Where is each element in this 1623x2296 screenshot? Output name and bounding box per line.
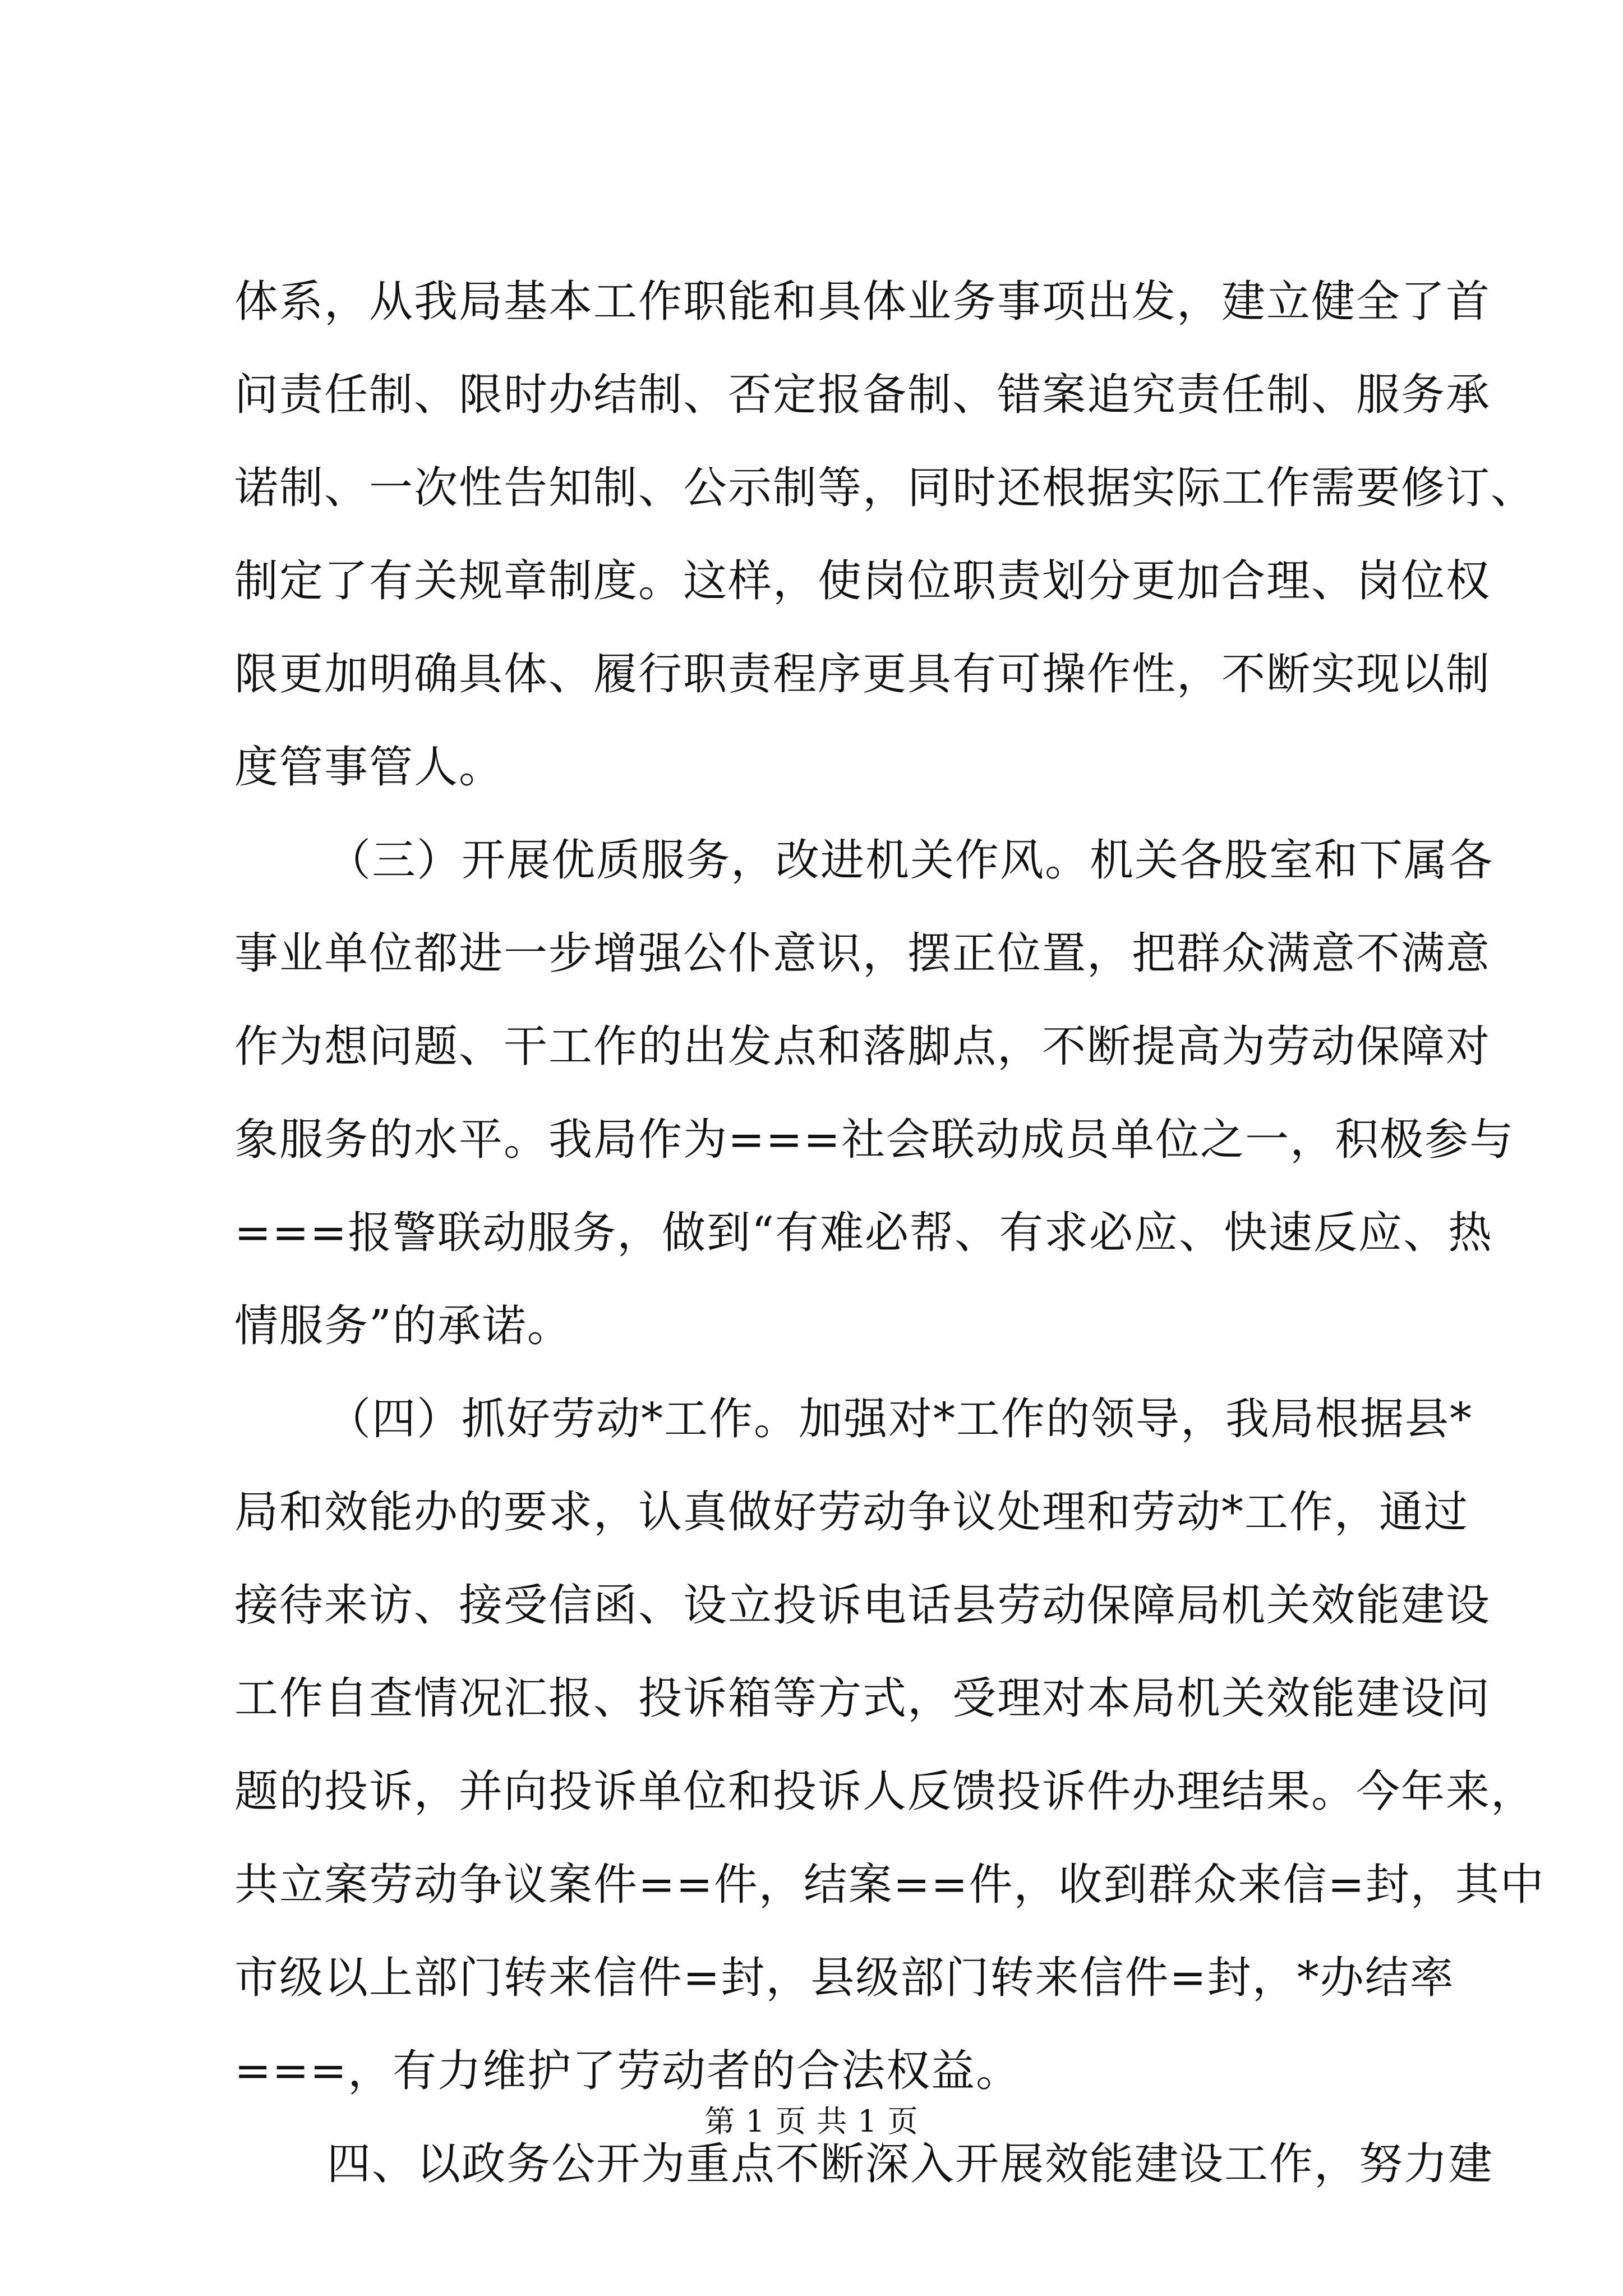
text-line: 题的投诉，并向投诉单位和投诉人反馈投诉件办理结果。今年来，: [234, 1766, 1536, 1817]
text-line: 限更加明确具体、履行职责程序更具有可操作性，不断实现以制: [234, 649, 1491, 700]
text-line: （三）开展优质服务，改进机关作风。机关各股室和下属各: [327, 835, 1494, 886]
page-footer: 第 1 页 共 1 页: [704, 2104, 919, 2139]
text-line: 共立案劳动争议案件==件，结案==件，收到群众来信=封，其中: [234, 1860, 1545, 1910]
text-line: ===报警联动服务，做到“有难必帮、有求必应、快速反应、热: [234, 1208, 1493, 1258]
text-line: 市级以上部门转来信件=封，县级部门转来信件=封，*办结率: [234, 1953, 1455, 2003]
text-line: 作为想问题、干工作的出发点和落脚点，不断提高为劳动保障对: [234, 1022, 1491, 1072]
text-line: 接待来访、接受信函、设立投诉电话县劳动保障局机关效能建设: [234, 1580, 1491, 1631]
text-line: （四）抓好劳动*工作。加强对*工作的领导，我局根据县*: [327, 1394, 1473, 1444]
text-line: 制定了有关规章制度。这样，使岗位职责划分更加合理、岗位权: [234, 556, 1491, 606]
text-line: ===，有力维护了劳动者的合法权益。: [234, 2046, 1021, 2096]
text-line: 象服务的水平。我局作为===社会联动成员单位之一，积极参与: [234, 1115, 1515, 1165]
text-line: 局和效能办的要求，认真做好劳动争议处理和劳动*工作，通过: [234, 1487, 1469, 1538]
text-line: 事业单位都进一步增强公仆意识，摆正位置，把群众满意不满意: [234, 928, 1491, 979]
text-line: 四、以政务公开为重点不断深入开展效能建设工作，努力建: [327, 2139, 1494, 2189]
text-line: 情服务”的承诺。: [234, 1301, 572, 1351]
text-line: 度管事管人。: [234, 742, 504, 793]
document-body: [234, 255, 1545, 2211]
text-line: 工作自查情况汇报、投诉箱等方式，受理对本局机关效能建设问: [234, 1673, 1491, 1724]
text-line: 诺制、一次性告知制、公示制等，同时还根据实际工作需要修订、: [234, 463, 1536, 513]
text-line: 体系，从我局基本工作职能和具体业务事项出发，建立健全了首: [234, 277, 1491, 327]
text-line: 问责任制、限时办结制、否定报备制、错案追究责任制、服务承: [234, 370, 1491, 420]
